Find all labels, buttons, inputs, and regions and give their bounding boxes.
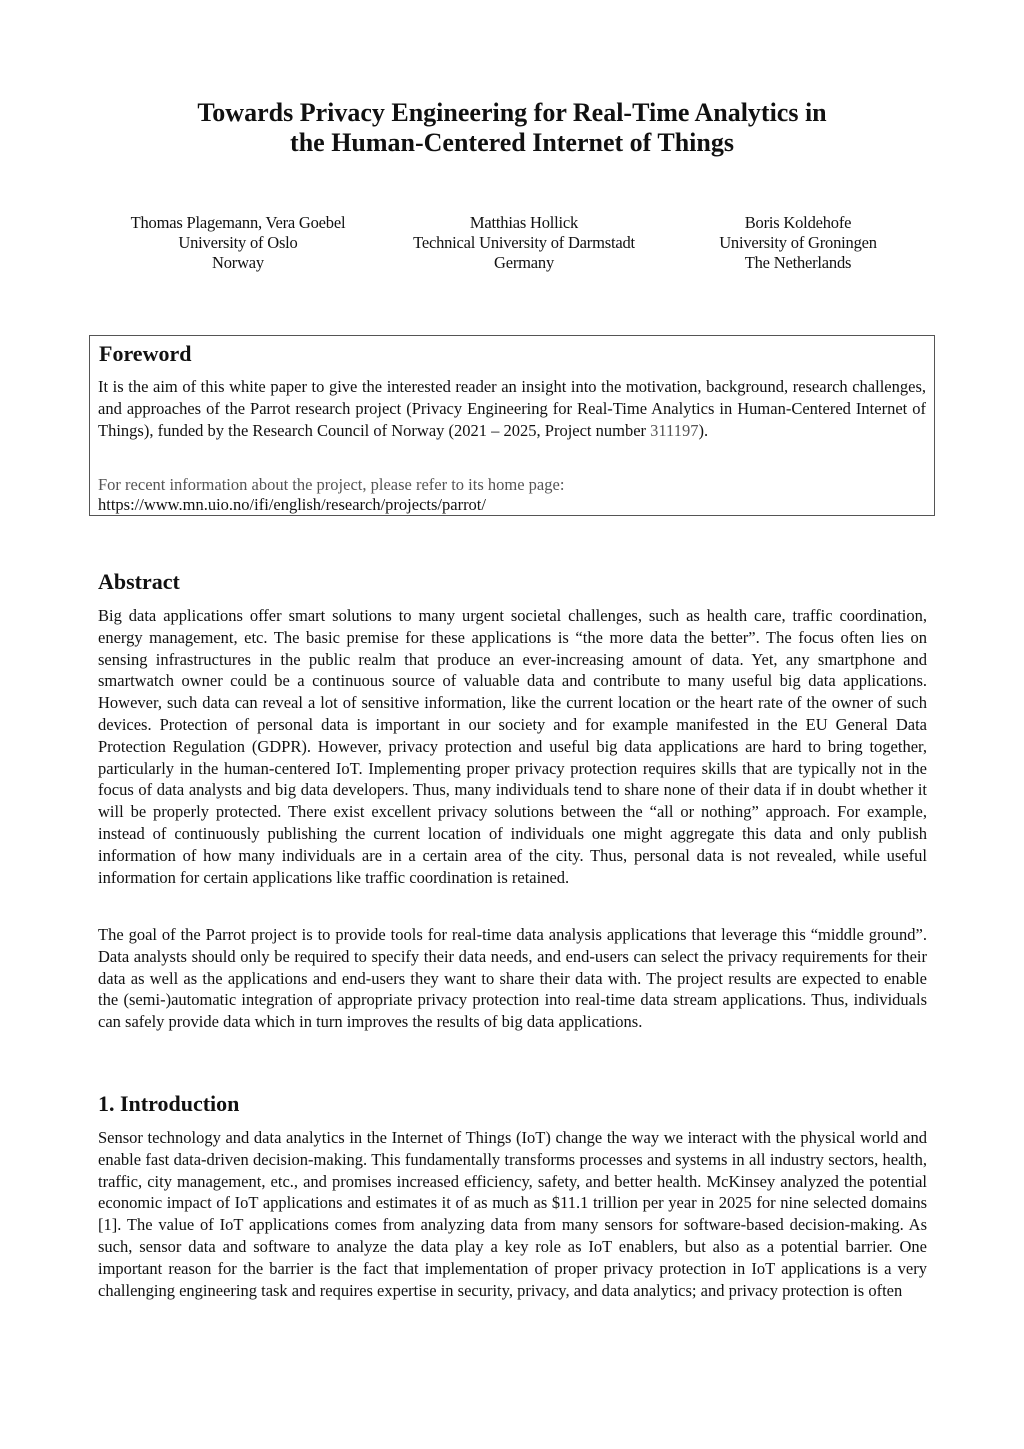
- abstract-heading: Abstract: [98, 569, 180, 594]
- author-country: Germany: [494, 253, 554, 272]
- foreword-note-text: For recent information about the project, please refer to its home page:: [98, 475, 565, 494]
- author-affiliation: University of Groningen: [719, 233, 877, 252]
- author-block-3: [668, 213, 928, 273]
- paper-title-line-1: Towards Privacy Engineering for Real-Time Analytics in: [197, 98, 827, 127]
- author-block-1: [98, 213, 378, 273]
- foreword-body-end: ).: [698, 420, 709, 440]
- foreword-project-number: 311197: [650, 420, 699, 440]
- abstract-paragraph-2: The goal of the Parrot project is to provide tools for real-time data analysis applications that leverage this “middle ground”. Data analysts should only be required to specify their data needs, and end-users can select the privacy requirements for their data as well as the applications and end-users they want to share their data with. The project results are expected to enable the (semi-)automatic integration of appropriate privacy protection into real-time data stream applications. Thus, individuals can safely provide data which in turn improves the results of big data applications.: [98, 925, 927, 1032]
- project-homepage-link[interactable]: https://www.mn.uio.no/ifi/english/research/projects/parrot/: [98, 495, 486, 514]
- author-name: Matthias Hollick: [469, 213, 579, 232]
- introduction-heading: 1. Introduction: [98, 1091, 240, 1116]
- foreword-body: [98, 376, 926, 441]
- author-name: Boris Koldehofe: [744, 213, 852, 232]
- author-block-2: [374, 213, 674, 273]
- foreword-note: [98, 475, 926, 515]
- author-affiliation: University of Oslo: [178, 233, 298, 252]
- abstract-paragraph-1: Big data applications offer smart solutions to many urgent societal challenges, such as health care, traffic coordination, energy management, etc. The basic premise for these applications is “the more data the better”. The focus often lies on sensing infrastructures in the public realm that produce an ever-increasing amount of data. Yet, any smartphone and smartwatch owner could be a continuous source of valuable data and contribute to many useful big data applications. However, such data can reveal a lot of sensitive information, like the current location or the heart rate of the owner of such devices. Protection of personal data is important in our society and for example manifested in the EU General Data Protection Regulation (GDPR). However, privacy protection and useful big data applications are hard to bring together, particularly in the human-centered IoT. Implementing proper privacy protection requires skills that are typically not in the focus of data analysts and big data developers. Thus, many individuals tend to share none of their data if in doubt whether it will be properly protected. There exist excellent privacy solutions between the “all or nothing” approach. For example, instead of continuously publishing the current location of individuals one might aggregate this data and only publish information of how many individuals are in a certain area of the city. Thus, personal data is not revealed, while useful information for certain applications like traffic coordination is retained.: [98, 606, 927, 887]
- author-name: Thomas Plagemann, Vera Goebel: [130, 213, 346, 232]
- author-affiliation: Technical University of Darmstadt: [413, 233, 635, 252]
- paper-title: [97, 98, 927, 158]
- author-country: Norway: [212, 253, 264, 272]
- foreword-box: [89, 335, 935, 516]
- introduction-paragraph-1: Sensor technology and data analytics in the Internet of Things (IoT) change the way we interact with the physical world and enable fast data-driven decision-making. This fundamentally transforms processes and systems in all industry sectors, health, traffic, city management, etc., and promises increased efficiency, safety, and better health. McKinsey analyzed the potential economic impact of IoT applications and estimates it of as much as $11.1 trillion per year in 2025 for nine selected domains [1]. The value of IoT applications comes from analyzing data from many sensors for software-based decision-making. As such, sensor data and software to analyze the data play a key role as IoT enablers, but also as a potential barrier. One important reason for the barrier is the fact that implementation of proper privacy protection in IoT applications is a very challenging engineering task and requires expertise in security, privacy, and data analytics; and privacy protection is often: [98, 1128, 927, 1300]
- paper-title-line-2: the Human-Centered Internet of Things: [290, 128, 734, 157]
- foreword-heading: Foreword: [99, 341, 192, 366]
- author-country: The Netherlands: [744, 253, 852, 272]
- foreword-body-text: It is the aim of this white paper to give the interested reader an insight into the motivation, background, research challenges, and approaches of the Parrot research project (Privacy Engineering for Real-Time Analytics in Human-Centered Internet of Things), funded by the Research Council of Norway (2021 – 2025, Project number: [98, 377, 926, 440]
